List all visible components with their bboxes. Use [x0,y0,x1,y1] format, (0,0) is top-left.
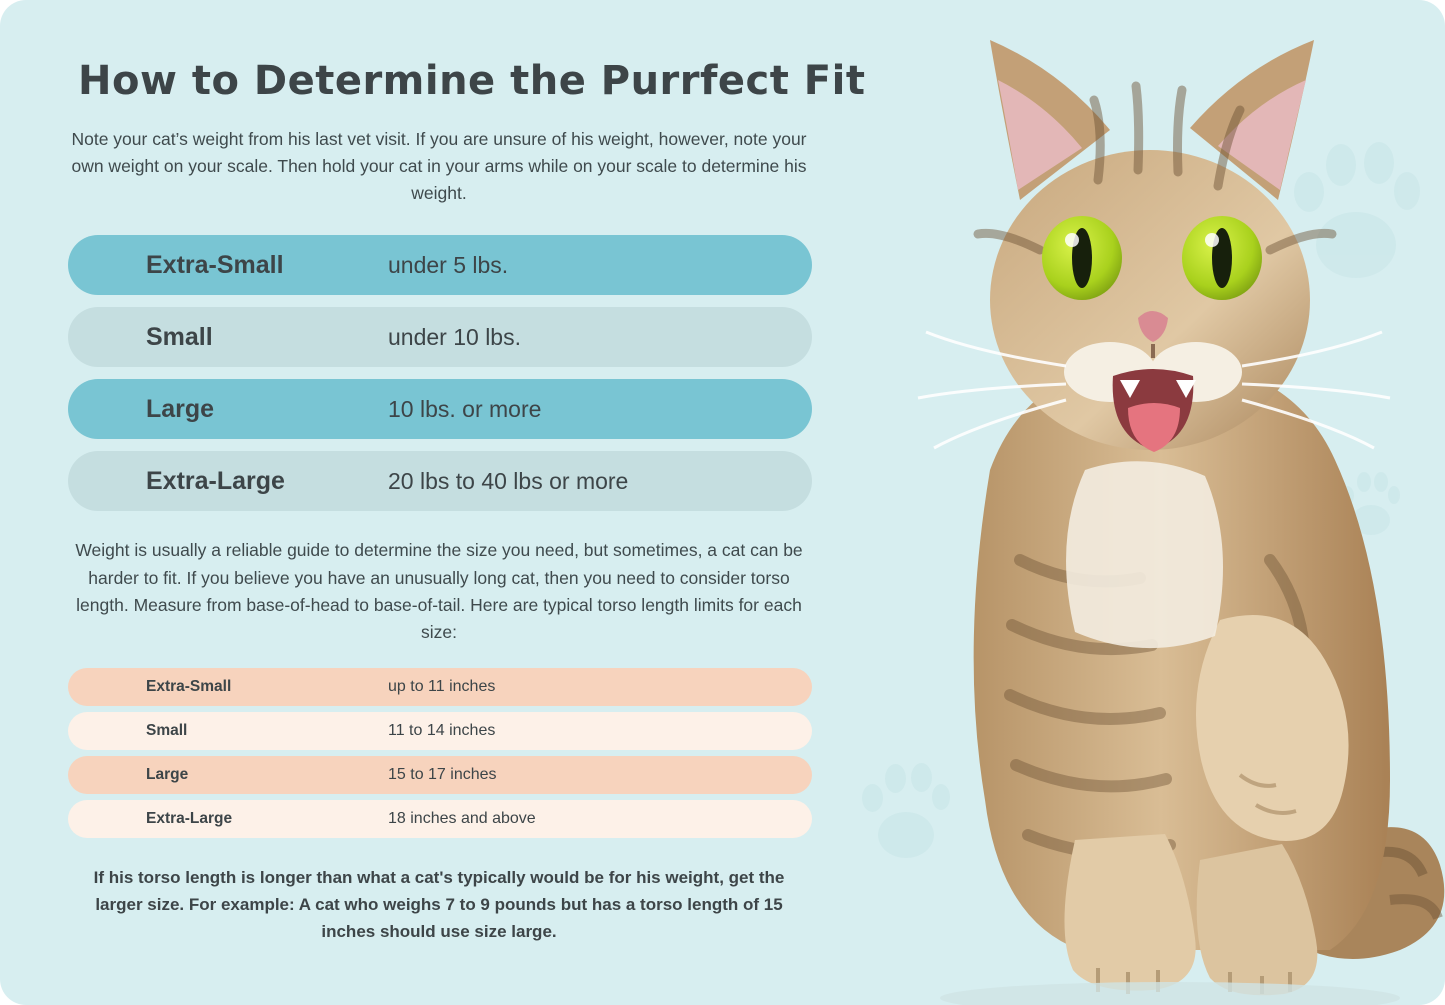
size-label: Extra-Small [146,250,284,279]
size-label: Extra-Large [146,466,285,495]
table-row [68,307,812,367]
size-label: Large [146,765,189,783]
intro-paragraph: Note your cat’s weight from his last vet visit. If you are unsure of his weight, however, note your own weight on your scale. Then hold your cat in your arms while on your scale to determine his weight. [71,129,807,204]
size-value: up to 11 inches [388,677,496,695]
size-label: Extra-Small [146,677,232,695]
table-row [68,379,812,439]
table-row [68,668,812,706]
size-value: under 5 lbs. [388,251,509,278]
weight-size-table [0,235,880,511]
size-label: Extra-Large [146,809,233,827]
size-value: under 10 lbs. [388,323,521,350]
size-value: 18 inches and above [388,809,536,827]
size-label: Small [146,721,188,739]
size-value: 20 lbs to 40 lbs or more [388,467,629,494]
cat-photo [870,0,1445,1005]
page-title: How to Determine the Purrfect Fit [78,58,866,104]
size-value: 15 to 17 inches [388,765,497,783]
size-value: 10 lbs. or more [388,395,542,422]
table-row [68,451,812,511]
size-value: 11 to 14 inches [388,721,496,739]
table-row [68,712,812,750]
table-row [68,235,812,295]
size-label: Small [146,322,213,351]
table-row [68,756,812,794]
torso-explanation: Weight is usually a reliable guide to determine the size you need, but sometimes, a cat can be harder to fit. If you believe you have an unusually long cat, then you need to consider torso length. Measure from base-of-head to base-of-tail. Here are typical torso length limits for each size: [75,540,803,642]
footnote-text: If his torso length is longer than what a cat's typically would be for his weight, get the larger size. For example: A cat who weighs 7 to 9 pounds but has a torso length of 15 inches should use size large. [93,867,785,942]
table-row [68,800,812,838]
torso-length-table [0,668,880,838]
size-label: Large [146,394,215,423]
